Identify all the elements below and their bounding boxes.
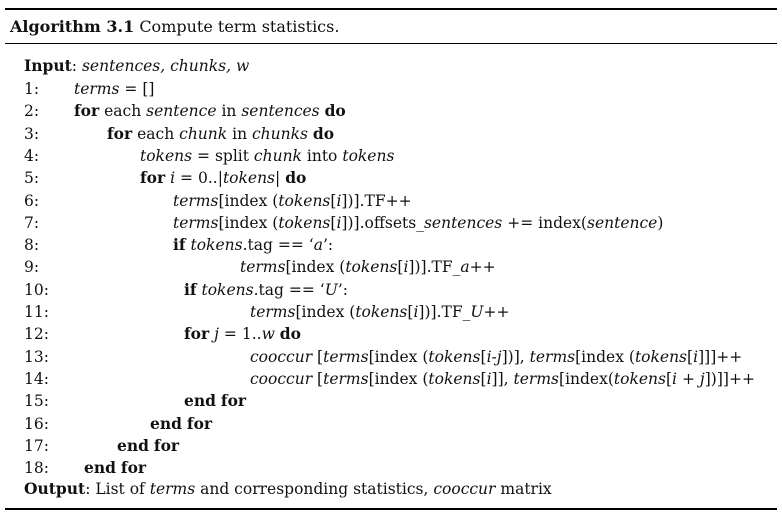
output-line (24, 479, 552, 499)
line-number: 4: (24, 146, 40, 165)
algorithm-line: if tokens.tag == ‘a’: (173, 235, 334, 255)
caption-rule (5, 43, 777, 44)
line-number: 6: (24, 191, 40, 210)
algorithm-line: terms[index (tokens[i])].TF_U++ (250, 303, 510, 321)
algorithm-caption (10, 17, 339, 37)
bottom-rule (5, 508, 777, 510)
algorithm-line: end for (117, 435, 180, 455)
algorithm-line: terms = [] (74, 80, 155, 98)
line-number: 15: (24, 392, 49, 411)
input-label: Input (24, 56, 72, 75)
algorithm-line: terms[index (tokens[i])].TF_a++ (240, 258, 496, 277)
line-number: 13: (24, 347, 49, 366)
algorithm-line: for each sentence in sentences do (74, 101, 346, 121)
algorithm-line: end for (84, 458, 147, 478)
line-number: 5: (24, 169, 40, 188)
algorithm-label: Algorithm 3.1 (10, 17, 135, 36)
algorithm-line: for i = 0..|tokens| do (140, 168, 307, 188)
algorithm-line: if tokens.tag == ‘U’: (184, 279, 348, 299)
algorithm-line: cooccur [terms[index (tokens[i-j])], terms[index (tokens[i]]]++ (250, 347, 743, 366)
output-text-a: : List of (85, 480, 150, 498)
algorithm-line: end for (150, 413, 213, 433)
line-number: 12: (24, 325, 49, 344)
line-number: 18: (24, 459, 49, 478)
line-number: 7: (24, 213, 40, 232)
algorithm-line: for j = 1..w do (184, 324, 301, 344)
output-terms: terms (149, 480, 196, 498)
algorithm-line: tokens = split chunk into tokens (140, 146, 395, 165)
line-number: 2: (24, 102, 40, 121)
line-number: 1: (24, 80, 40, 98)
algorithm-line: cooccur [terms[index (tokens[i]], terms[index(tokens[i + j])]]++ (250, 369, 755, 388)
algorithm-line: terms[index (tokens[i])].TF++ (173, 191, 412, 210)
output-cooccur: cooccur (433, 480, 496, 498)
top-rule (5, 8, 777, 10)
algorithm-title: Compute term statistics. (139, 17, 340, 36)
line-number: 3: (24, 124, 40, 143)
input-line: Input: sentences, chunks, w (24, 56, 250, 75)
input-vars: sentences, chunks, w (81, 57, 250, 75)
line-number: 11: (24, 303, 49, 321)
line-number: 14: (24, 369, 49, 388)
output-text-b: and corresponding statistics, (195, 480, 434, 498)
line-number: 10: (24, 280, 49, 299)
output-text-c: matrix (495, 480, 552, 498)
output-label: Output (24, 479, 86, 498)
line-number: 9: (24, 258, 40, 277)
line-number: 8: (24, 236, 40, 255)
algorithm-line: terms[index (tokens[i])].offsets_sentences += index(sentence) (173, 213, 664, 232)
line-number: 16: (24, 414, 49, 433)
line-number: 17: (24, 436, 49, 455)
algorithm-line: end for (184, 391, 247, 411)
algorithm-line: for each chunk in chunks do (107, 123, 335, 143)
